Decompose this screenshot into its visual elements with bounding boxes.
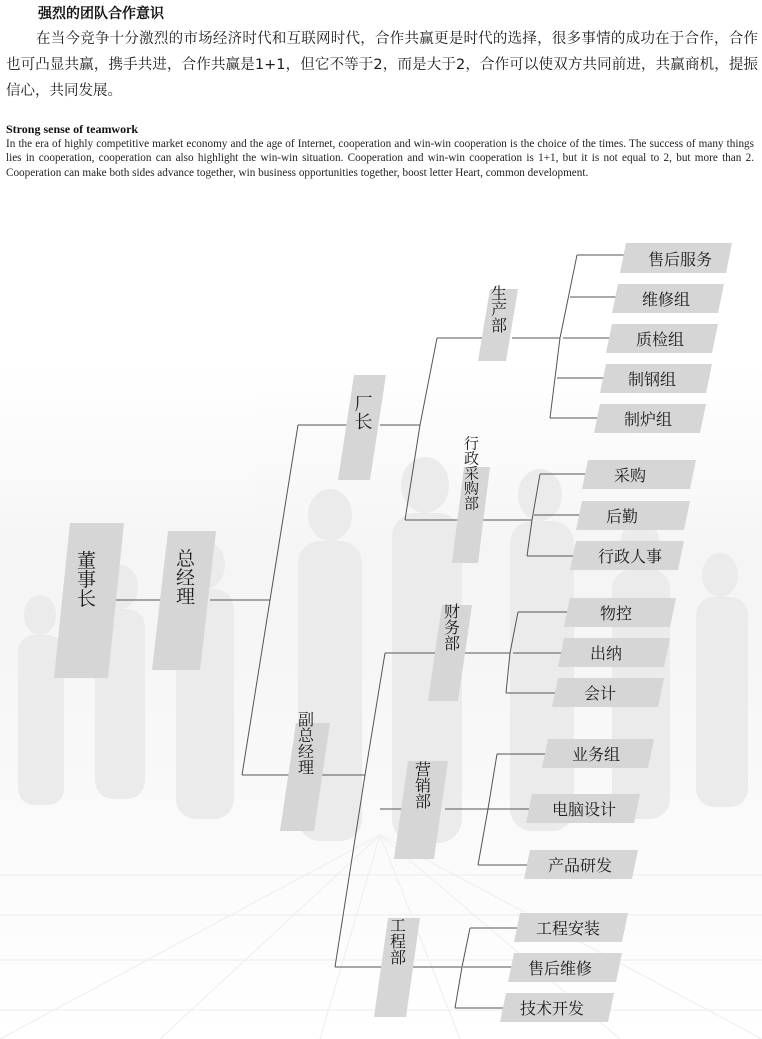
team-purchasing <box>582 460 696 489</box>
node-engineering-dept-label: 工程部 <box>387 917 407 965</box>
team-material-control <box>564 598 676 627</box>
team-computer-design <box>526 794 640 823</box>
team-tech-development <box>500 993 614 1022</box>
node-general-manager-label: 总经理 <box>173 548 195 606</box>
team-label: 会计 <box>583 684 617 703</box>
node-marketing-dept-label: 营销部 <box>412 761 432 809</box>
team-label: 产品研发 <box>547 856 613 875</box>
node-production-dept-label: 生产部 <box>488 285 508 333</box>
team-label: 制钢组 <box>627 370 677 389</box>
team-furnace-making <box>594 404 706 433</box>
team-label: 质检组 <box>635 330 685 349</box>
cn-heading: 强烈的团队合作意识 <box>38 6 164 22</box>
team-label: 制炉组 <box>623 410 673 429</box>
team-after-sales-service <box>620 243 732 273</box>
team-after-sales-repair <box>508 953 622 982</box>
team-label: 物控 <box>599 604 633 623</box>
en-paragraph: In the era of highly competitive market economy and the age of Internet, cooperation and win-win cooperation is the choice of the times. The success of many things lies in cooperation, cooperation can also highlight the win-win situation. Cooperation and win-win cooperation is 1+1, but it is not equal to 2, but more than 2. Cooperation can make both sides advance together, win business opportunities together, boost letter Heart, common development. <box>6 138 754 179</box>
team-admin-hr <box>570 541 684 570</box>
team-label: 行政人事 <box>597 547 663 566</box>
team-label: 采购 <box>613 466 647 485</box>
team-label: 业务组 <box>571 745 621 764</box>
team-maintenance <box>612 284 724 313</box>
team-product-rd <box>524 850 638 879</box>
node-finance-dept-label: 财务部 <box>441 603 461 651</box>
team-steel-making <box>600 364 712 393</box>
team-cashier <box>558 638 670 667</box>
team-quality-inspection <box>606 324 718 353</box>
team-label: 后勤 <box>605 507 639 526</box>
team-business <box>542 739 654 768</box>
team-label: 技术开发 <box>519 999 585 1018</box>
team-accounting <box>552 678 664 707</box>
node-admin-purchasing-dept-label: 行政采购部 <box>462 435 480 511</box>
en-heading: Strong sense of teamwork <box>6 122 139 136</box>
node-deputy-gm-label: 副总经理 <box>295 711 315 775</box>
team-label: 工程安装 <box>535 919 601 938</box>
node-production-dept <box>478 285 518 361</box>
team-logistics <box>576 501 690 530</box>
node-factory-director-label: 厂长 <box>351 394 373 430</box>
node-chairman-label: 董事长 <box>74 550 96 608</box>
team-label: 维修组 <box>641 290 691 309</box>
team-label: 电脑设计 <box>551 800 617 819</box>
org-chart <box>0 215 762 1039</box>
team-label: 出纳 <box>589 644 623 663</box>
team-label: 售后维修 <box>527 959 593 978</box>
team-engineering-install <box>514 913 628 942</box>
cn-paragraph: 在当今竞争十分激烈的市场经济时代和互联网时代，合作共赢更是时代的选择，很多事情的成功在于合作，合作也可凸显共赢，携手共进，合作共赢是1+1，但它不等于2，而是大于2，合作可以使双方共同前进，共赢商机，提振信心，共同发展。 <box>6 31 758 99</box>
team-label: 售后服务 <box>647 250 713 269</box>
